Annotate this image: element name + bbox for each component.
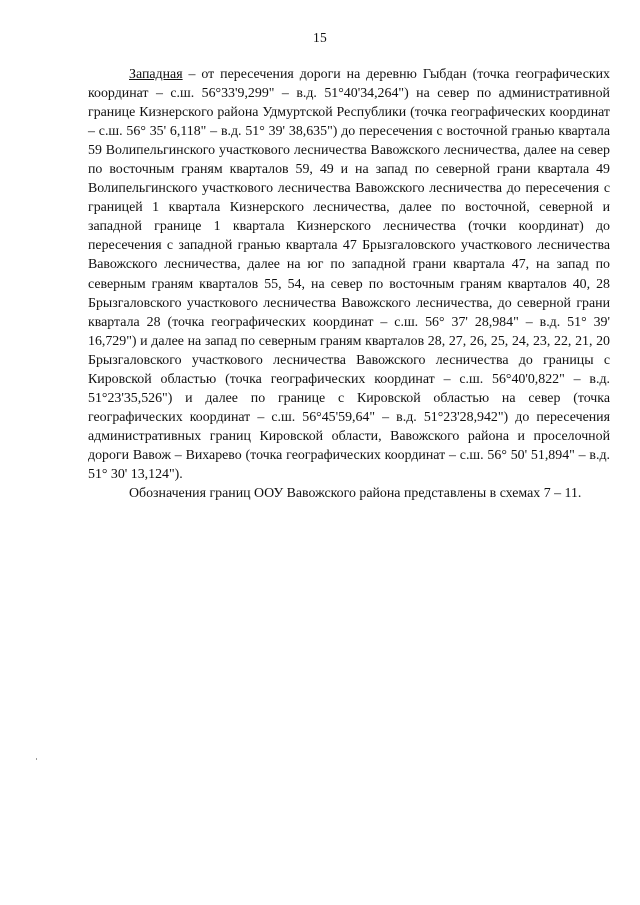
paragraph-text: Обозначения границ ООУ Вавожского района представлены в схемах 7 – 11. (129, 486, 582, 502)
page-number: 15 (312, 30, 328, 45)
paragraph-text: – от пересечения дороги на деревню Гыбдан (точка географических координат – с.ш. 56°33'9,299" – в.д. 51°40'34,264") на север по административной границе Кизнерского района Удмуртской Республики (точка географических координат – с.ш. 56° 35' 6,118" – в.д. 51° 39' 38,635") до пересечения с восточной гранью квартала 59 Волипельгинского участкового лесничества Вавожского лесничества, далее на север по восточным граням кварталов 59, 49 и на запад по северной грани квартала 49 Волипельгинского участкового лесничества Вавожского лесничества до пересечения с границей 1 квартала Кизнерского лесничества, далее по восточной, северной и западной границе 1 квартала Кизнерского лесничества (точки координат) до пересечения с западной гранью квартала 47 Брызгаловского участкового лесничества Вавожского лесничества, далее на юг по западной грани квартала 47, на запад по северным граням кварталов 55, 54, на север по восточным граням кварталов 40, 28 Брызгаловского участкового лесничества Вавожского лесничества, до северной грани квартала 28 (точка географических координат – с.ш. 56° 37' 28,984" – в.д. 51° 39' 16,729") и далее на запад по северным граням кварталов 28, 27, 26, 25, 24, 23, 22, 21, 20 Брызгаловского участкового лесничества Вавожского лесничества до границы с Кировской областью (точка географических координат – с.ш. 56°40'0,822" – в.д. 51°23'35,526") и далее по границе с Кировской областью на север (точка географических координат – с.ш. 56°45'59,64" – в.д. 51°23'28,942") до пересечения административных границ Кировской области, Вавожского района и проселочной дороги Вавож – Вихарево (точка географических координат – с.ш. 56° 50' 51,894" – в.д. 51° 30' 13,124"). (88, 67, 610, 482)
scan-speck (36, 758, 37, 760)
paragraph-schemes-reference (88, 484, 610, 503)
paragraph-lead-term: Западная (129, 67, 183, 82)
document-body (88, 65, 610, 503)
paragraph-western-boundary (88, 65, 610, 484)
